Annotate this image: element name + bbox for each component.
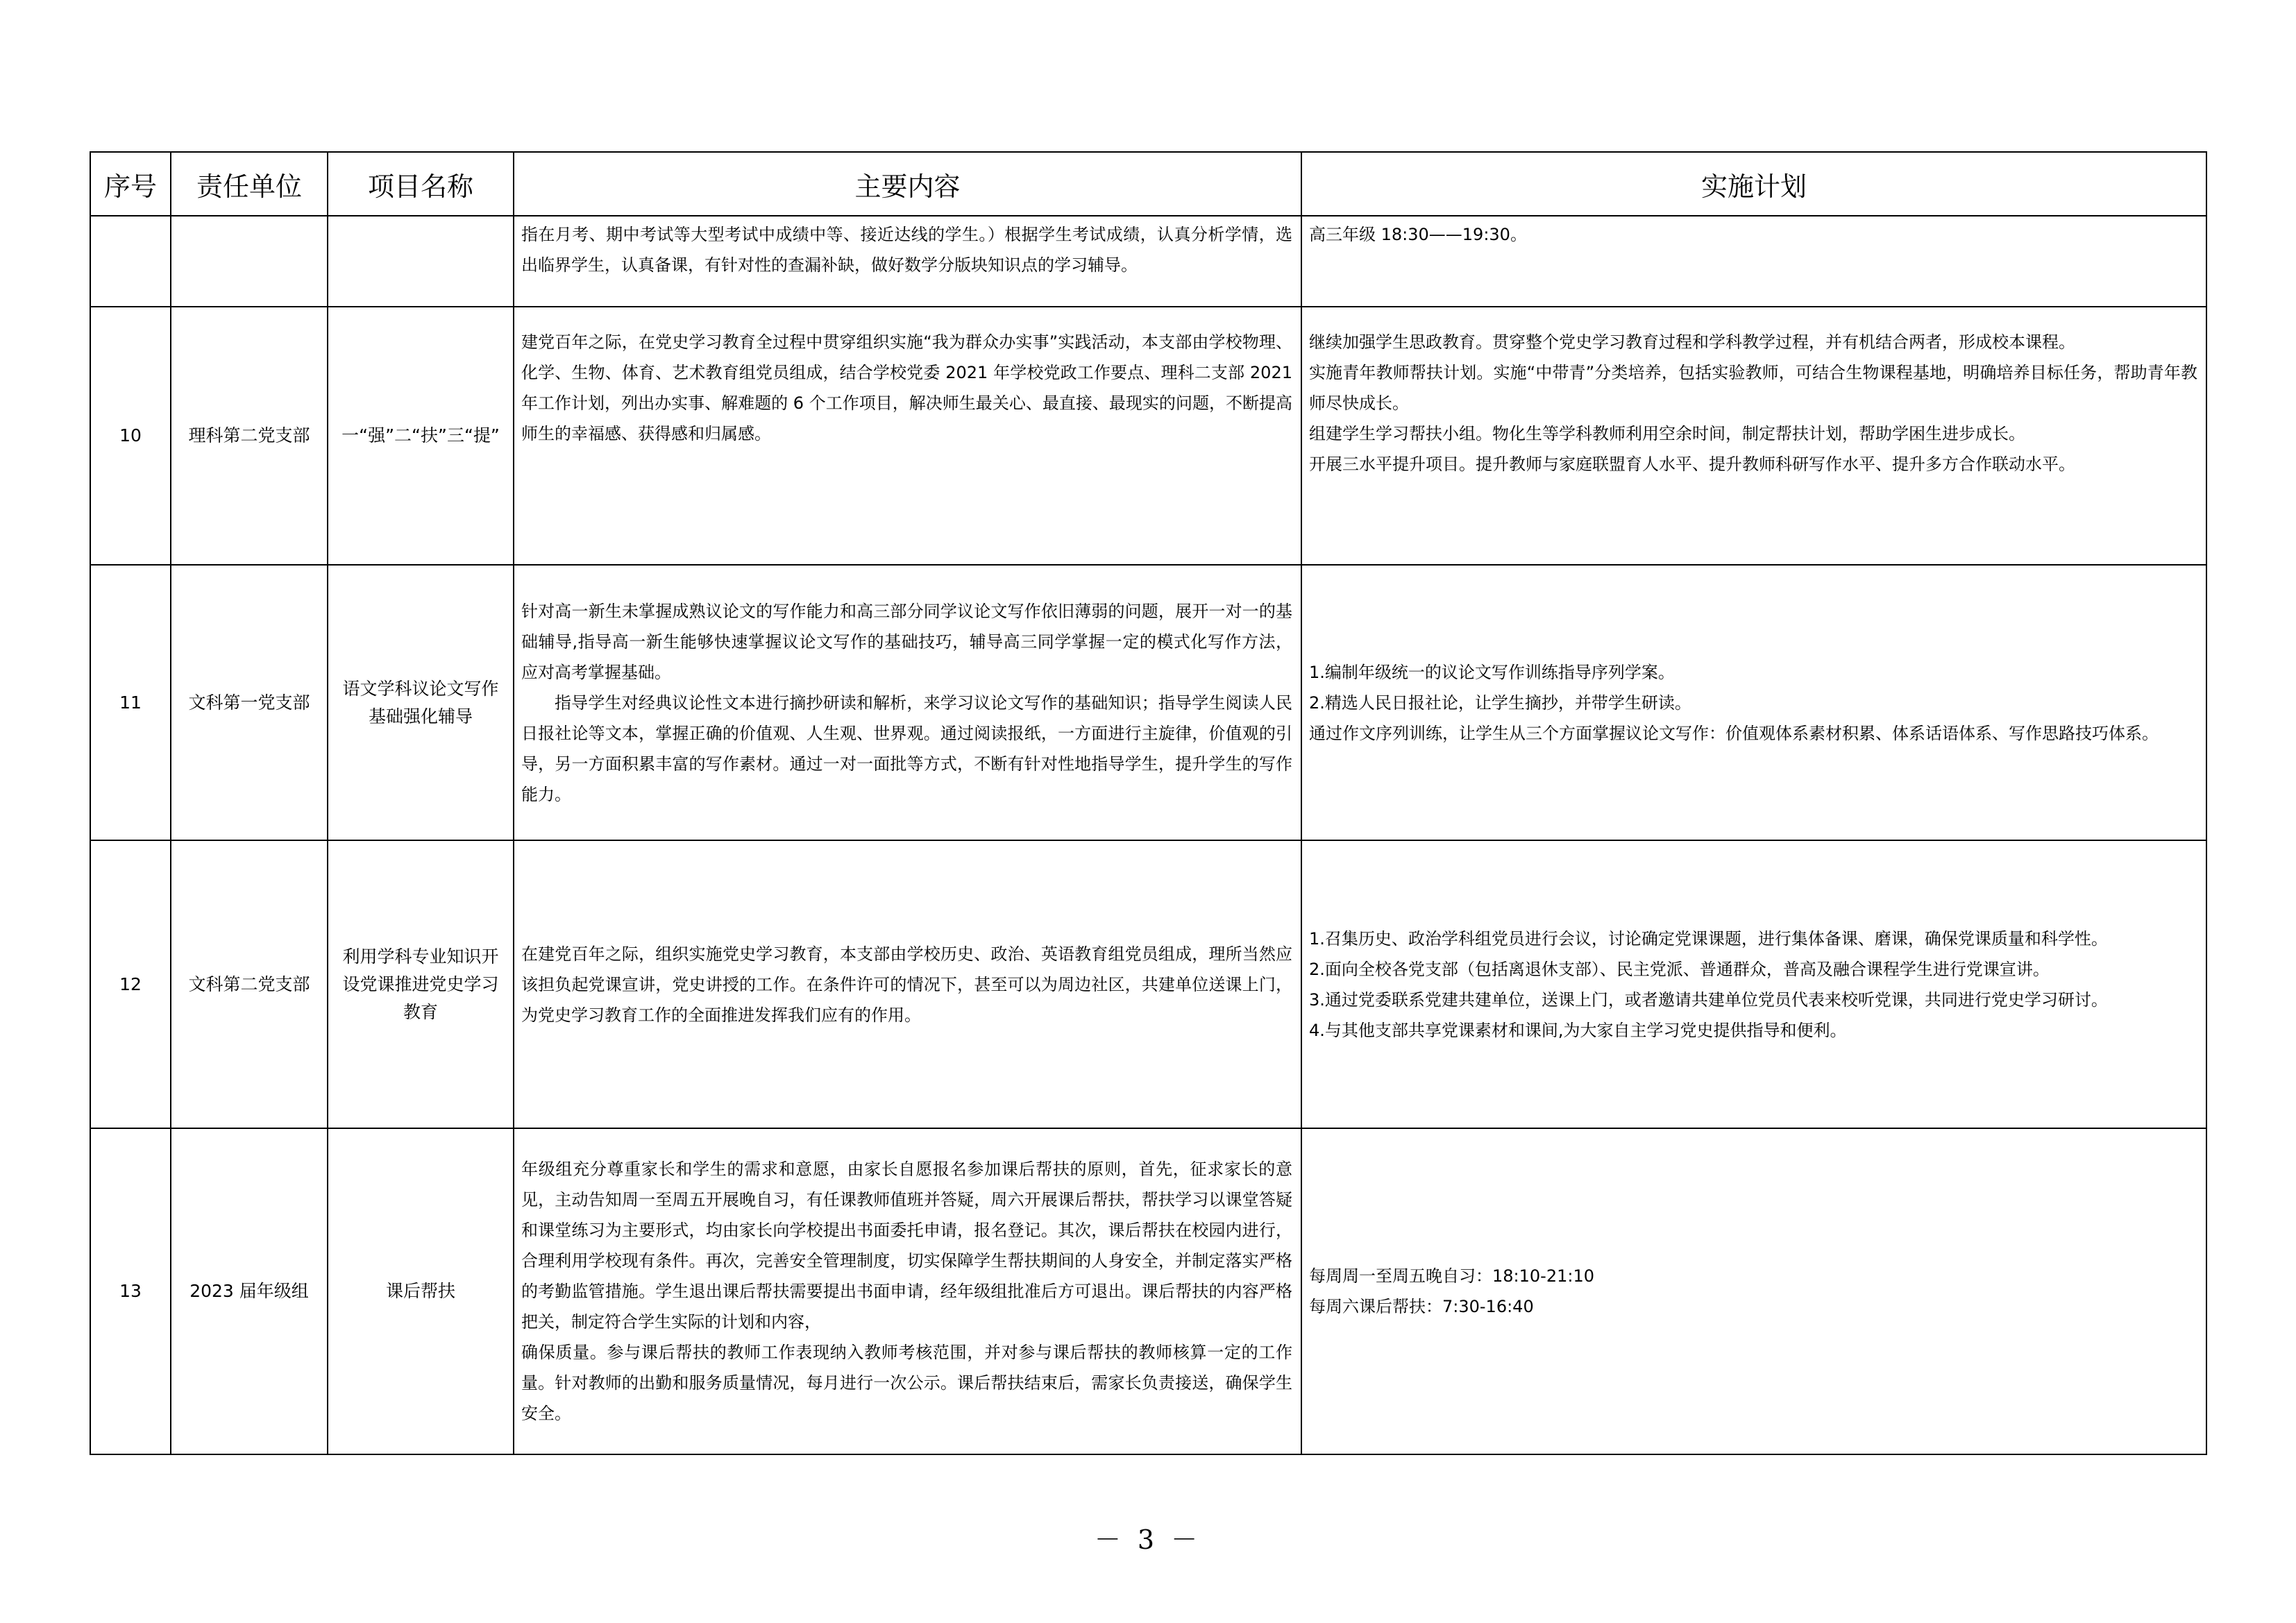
content-paragraph: 指导学生对经典议论性文本进行摘抄研读和解析，来学习议论文写作的基础知识；指导学生阅读人民日报社论等文本，掌握正确的价值观、人生观、世界观。通过阅读报纸，一方面进行主旋律，价值观的引导，另一方面积累丰富的写作素材。通过一对一面批等方式，不断有针对性地指导学生，提升学生的写作能力。 <box>521 692 1292 804</box>
plan-line: 每周周一至周五晚自习：18:10-21:10 <box>1309 1266 1594 1286</box>
row-content <box>514 565 1301 840</box>
row-plan <box>1301 1128 2206 1454</box>
row-no: 13 <box>90 1128 171 1454</box>
plan-line: 通过作文序列训练，让学生从三个方面掌握议论文写作：价值观体系素材积累、体系话语体系、写作思路技巧体系。 <box>1309 723 2159 743</box>
row-project: 一“强”二“扶”三“提” <box>328 307 514 565</box>
row-content <box>514 840 1301 1128</box>
row-project: 课后帮扶 <box>328 1128 514 1454</box>
plan-line: 继续加强学生思政教育。贯穿整个党史学习教育过程和学科教学过程，并有机结合两者，形成校本课程。 <box>1309 332 2075 352</box>
project-table <box>90 151 2207 1455</box>
table-header-row <box>90 152 2206 216</box>
content-paragraph: 确保质量。参与课后帮扶的教师工作表现纳入教师考核范围，并对参与课后帮扶的教师核算一定的工作量。针对教师的出勤和服务质量情况，每月进行一次公示。课后帮扶结束后，需家长负责接送，确保学生安全。 <box>521 1343 1292 1423</box>
plan-line: 每周六课后帮扶：7:30-16:40 <box>1309 1297 1534 1316</box>
row-no: 10 <box>90 307 171 565</box>
row-unit: 文科第一党支部 <box>171 565 328 840</box>
plan-line: 1.编制年级统一的议论文写作训练指导序列学案。 <box>1309 662 1675 682</box>
plan-line: 实施青年教师帮扶计划。实施“中带青”分类培养，包括实验教师，可结合生物课程基地，明确培养目标任务，帮助青年教师尽快成长。 <box>1309 363 2197 413</box>
page-number: － 3 － <box>1094 1524 1202 1555</box>
row-no <box>90 216 171 307</box>
row-project: 语文学科议论文写作基础强化辅导 <box>328 565 514 840</box>
content-paragraph: 针对高一新生未掌握成熟议论文的写作能力和高三部分同学议论文写作依旧薄弱的问题，展开一对一的基础辅导,指导高一新生能够快速掌握议论文写作的基础技巧，辅导高三同学掌握一定的模式化写作方法，应对高考掌握基础。 <box>521 601 1292 682</box>
row-plan <box>1301 565 2206 840</box>
row-content <box>514 307 1301 565</box>
table-row <box>90 565 2206 840</box>
row-content <box>514 1128 1301 1454</box>
row-unit: 2023 届年级组 <box>171 1128 328 1454</box>
plan-line: 组建学生学习帮扶小组。物化生等学科教师利用空余时间，制定帮扶计划，帮助学困生进步成长。 <box>1309 424 2025 443</box>
row-unit: 文科第二党支部 <box>171 840 328 1128</box>
content-paragraph: 在建党百年之际，组织实施党史学习教育，本支部由学校历史、政治、英语教育组党员组成，理所当然应该担负起党课宣讲，党史讲授的工作。在条件许可的情况下，甚至可以为周边社区，共建单位送课上门，为党史学习教育工作的全面推进发挥我们应有的作用。 <box>521 944 1292 1025</box>
header-content: 主要内容 <box>514 152 1301 216</box>
plan-line: 开展三水平提升项目。提升教师与家庭联盟育人水平、提升教师科研写作水平、提升多方合作联动水平。 <box>1309 454 2075 474</box>
row-plan <box>1301 307 2206 565</box>
table-row <box>90 216 2206 307</box>
table-row <box>90 1128 2206 1454</box>
row-content <box>514 216 1301 307</box>
plan-line: 4.与其他支部共享党课素材和课间,为大家自主学习党史提供指导和便利。 <box>1309 1020 1847 1040</box>
content-paragraph: 建党百年之际，在党史学习教育全过程中贯穿组织实施“我为群众办实事”实践活动，本支部由学校物理、化学、生物、体育、艺术教育组党员组成，结合学校党委 2021 年学校党政工作要点、理科二支部 2021 年工作计划，列出办实事、解难题的 6 个工作项目，解决师生最关心、最直接、最现实的问题，不断提高师生的幸福感、获得感和归属感。 <box>521 332 1292 443</box>
plan-line: 3.通过党委联系党建共建单位，送课上门，或者邀请共建单位党员代表来校听党课，共同进行党史学习研讨。 <box>1309 989 2108 1010</box>
table-row <box>90 307 2206 565</box>
plan-line: 1.召集历史、政治学科组党员进行会议，讨论确定党课课题，进行集体备课、磨课，确保党课质量和科学性。 <box>1309 928 2108 949</box>
plan-line: 高三年级 18:30——19:30。 <box>1309 225 1527 244</box>
header-unit: 责任单位 <box>171 152 328 216</box>
row-plan <box>1301 840 2206 1128</box>
row-unit: 理科第二党支部 <box>171 307 328 565</box>
row-no: 12 <box>90 840 171 1128</box>
plan-line: 2.精选人民日报社论，让学生摘抄，并带学生研读。 <box>1309 692 1691 713</box>
row-project: 利用学科专业知识开设党课推进党史学习教育 <box>328 840 514 1128</box>
row-plan <box>1301 216 2206 307</box>
row-unit <box>171 216 328 307</box>
content-paragraph: 指在月考、期中考试等大型考试中成绩中等、接近达线的学生。）根据学生考试成绩，认真分析学情，选出临界学生，认真备课，有针对性的查漏补缺，做好数学分版块知识点的学习辅导。 <box>521 225 1292 275</box>
header-project: 项目名称 <box>328 152 514 216</box>
row-project <box>328 216 514 307</box>
header-no: 序号 <box>90 152 171 216</box>
table-row <box>90 840 2206 1128</box>
plan-line: 2.面向全校各党支部（包括离退休支部）、民主党派、普通群众，普高及融合课程学生进行党课宣讲。 <box>1309 959 2050 979</box>
header-plan: 实施计划 <box>1301 152 2206 216</box>
content-paragraph: 年级组充分尊重家长和学生的需求和意愿，由家长自愿报名参加课后帮扶的原则，首先，征求家长的意见，主动告知周一至周五开展晚自习，有任课教师值班并答疑，周六开展课后帮扶，帮扶学习以课堂答疑和课堂练习为主要形式，均由家长向学校提出书面委托申请，报名登记。其次，课后帮扶在校园内进行，合理利用学校现有条件。再次，完善安全管理制度，切实保障学生帮扶期间的人身安全，并制定落实严格的考勤监管措施。学生退出课后帮扶需要提出书面申请，经年级组批准后方可退出。课后帮扶的内容严格把关，制定符合学生实际的计划和内容， <box>521 1159 1292 1332</box>
row-no: 11 <box>90 565 171 840</box>
